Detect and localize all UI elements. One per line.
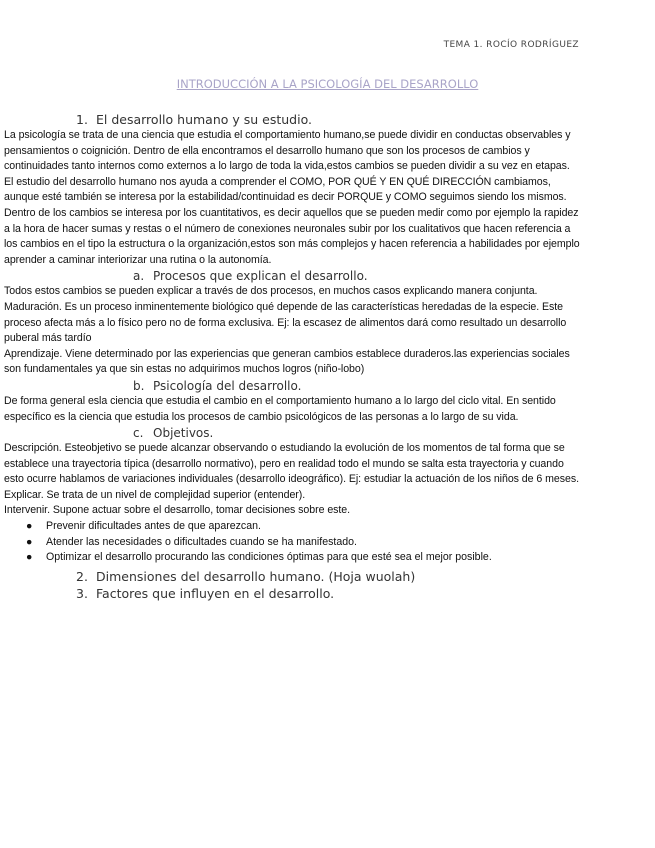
section-1-title: El desarrollo humano y su estudio.: [96, 112, 312, 127]
subsection-b-number: b.: [133, 378, 145, 393]
list-item-text: Optimizar el desarrollo procurando las condiciones óptimas para que esté sea el mejor posible.: [46, 551, 492, 564]
paragraph: La psicología se trata de una ciencia que estudia el comportamiento humano,se puede dividir en conductas observables y pensamientos o coignición. Dentro de ella encontramos el desarrollo humano que son los procesos de cambios y continuidades tanto internos como externos a lo largo de toda la vida,estos cambios se pueden dividir a su vez en etapas.: [4, 129, 571, 173]
objectives-bullet-list: [4, 519, 580, 566]
subsection-a-number: a.: [133, 269, 145, 284]
page-title: INTRODUCCIÓN A LA PSICOLOGÍA DEL DESARROLLO: [176, 77, 479, 91]
section-3-heading: [76, 585, 580, 602]
paragraph: Explicar. Se trata de un nivel de complejidad superior (entender).: [4, 488, 306, 501]
paragraph: Descripción. Esteobjetivo se puede alcanzar observando o estudiando la evolución de los momentos de tal forma que se establece una trayectoria típica (desarrollo normativo), pero en realidad todo el mundo se salta esta trayectoria y cuando esto ocurre hablamos de variaciones individuales (desarrollo ideográfico). Ej: estudiar la actuación de los niños de 6 meses.: [4, 442, 579, 486]
subsection-a-title: Procesos que explican el desarrollo.: [153, 269, 368, 284]
section-1-number: 1.: [76, 112, 88, 127]
paragraph: De forma general esla ciencia que estudia el cambio en el comportamiento humano a lo largo del ciclo vital. En sentido específico es la ciencia que estudia los procesos de cambio psicológicos de las personas a lo largo de su vida.: [4, 394, 556, 423]
bullet-icon: ●: [26, 520, 33, 533]
list-item-text: Atender las necesidades o dificultades cuando se ha manifestado.: [46, 535, 357, 548]
paragraph: Intervenir. Supone actuar sobre el desarrollo, tomar decisiones sobre este.: [4, 504, 351, 517]
section-2-heading: [76, 568, 580, 585]
list-item: [26, 550, 580, 566]
subsection-b-title: Psicología del desarrollo.: [153, 378, 302, 393]
paragraph: Aprendizaje. Viene determinado por las experiencias que generan cambios establece duraderos.las experiencias sociales son fundamentales ya que sin estas no adquirimos muchos logros (niño-lobo): [4, 347, 570, 376]
paragraph: Maduración. Es un proceso inminentemente biológico qué depende de las características heredadas de la especie. Este proceso afecta más a lo físico pero no de forma exclusiva. Ej: la escasez de alimentos dará como resultado un desarrollo puberal más tardío: [4, 300, 567, 345]
section-list: [76, 568, 580, 602]
subsection-c-heading: [76, 425, 580, 441]
header-author: TEMA 1. ROCÍO RODRÍGUEZ: [443, 40, 579, 50]
bullet-icon: ●: [26, 535, 33, 548]
paragraph: El estudio del desarrollo humano nos ayuda a comprender el COMO, POR QUÉ Y EN QUÉ DIRECCIÓN cambiamos, aunque esté también se interesa por la estabilidad/continuidad es decir PORQUE y COMO seguimos siendo los mismos. Dentro de los cambios se interesa por los cuantitativos, es decir aquellos que se pueden medir como por ejemplo la rapidez a la hora de hacer sumas y restas o el número de conexiones neuronales subir por los cualitativos que hacen referencia a los cambios en el tipo la estructura o la organización,estos son más complejos y hacen referencia a habilidades por ejemplo aprender a caminar interiorizar una rutina o la autonomía.: [4, 175, 580, 266]
list-item: [26, 519, 580, 535]
subsection-a-body: [4, 284, 580, 378]
section-1-heading: [76, 111, 580, 128]
subsection-c-body: [4, 441, 580, 566]
document-body: [4, 111, 580, 602]
subsection-a-heading: [76, 268, 580, 284]
list-item-text: Prevenir dificultades antes de que aparezcan.: [46, 520, 261, 533]
subsection-c-number: c.: [133, 426, 144, 441]
subsection-c-title: Objetivos.: [153, 426, 214, 441]
section-3-title: Factores que influyen en el desarrollo.: [96, 585, 335, 601]
section-2-title: Dimensiones del desarrollo humano. (Hoja wuolah): [96, 568, 416, 584]
bullet-icon: ●: [26, 551, 33, 564]
paragraph: Todos estos cambios se pueden explicar a través de dos procesos, en muchos casos explicando manera conjunta.: [4, 285, 538, 298]
section-2-number: 2.: [76, 568, 88, 584]
section-1-body: [0, 128, 580, 268]
list-item: [26, 535, 580, 551]
section-3-number: 3.: [76, 585, 88, 601]
subsection-b-body: [4, 394, 580, 425]
subsection-b-heading: [76, 378, 580, 394]
